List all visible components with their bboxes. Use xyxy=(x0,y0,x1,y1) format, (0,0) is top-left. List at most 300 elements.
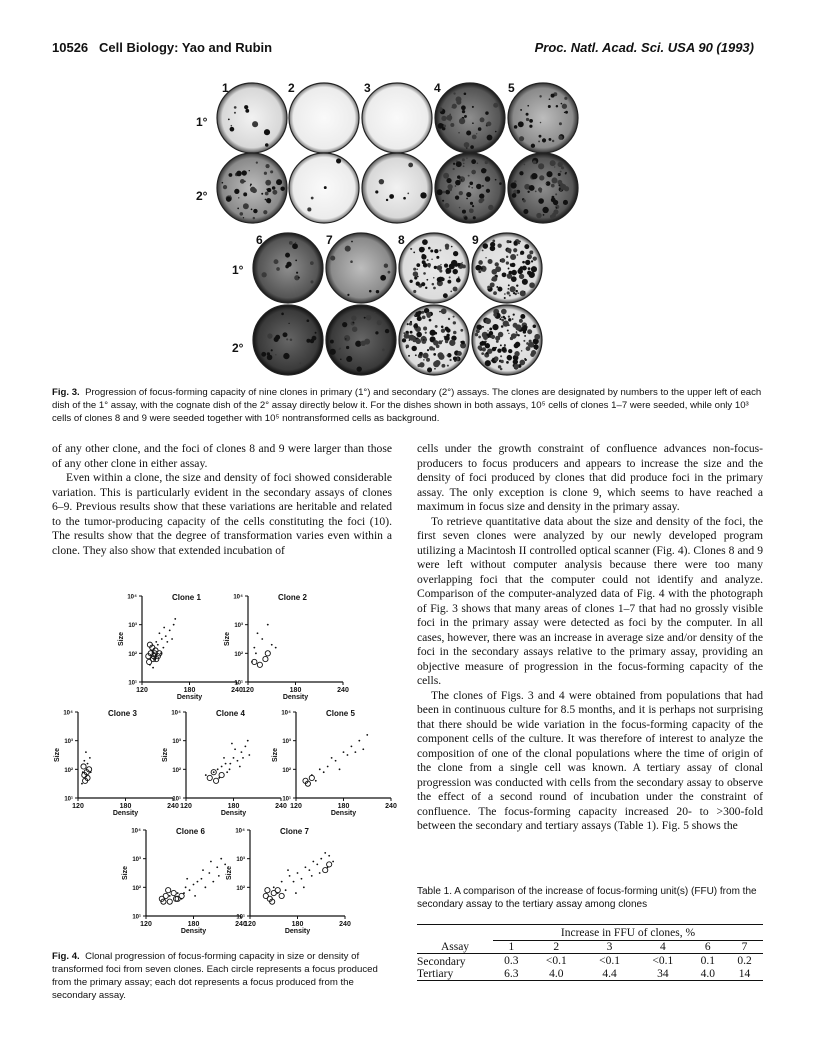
focus-spot xyxy=(471,159,476,164)
focus-spot xyxy=(549,138,552,141)
focus-spot xyxy=(434,332,437,335)
focus-spot xyxy=(508,316,510,318)
focus-spot xyxy=(446,328,450,332)
focus-spot xyxy=(441,116,446,121)
secondary-focus-dot xyxy=(212,881,214,883)
focus-spot xyxy=(562,104,567,109)
secondary-focus-dot xyxy=(205,774,207,776)
focus-spot xyxy=(477,162,479,164)
scatter-panel xyxy=(224,593,349,701)
y-tick-label: 10³ xyxy=(172,739,181,746)
clone-label: 7 xyxy=(326,233,333,247)
focus-spot xyxy=(486,122,490,126)
focus-spot xyxy=(442,200,444,202)
panel-title: Clone 5 xyxy=(326,709,355,718)
secondary-focus-dot xyxy=(204,886,206,888)
secondary-focus-dot xyxy=(237,760,239,762)
paragraph: of any other clone, and the foci of clones 8 and 9 were larger than those of any other clone in either assay. xyxy=(52,442,392,470)
y-tick-label: 10² xyxy=(128,651,137,658)
focus-spot xyxy=(513,313,515,315)
secondary-focus-dot xyxy=(275,647,277,649)
secondary-focus-dot xyxy=(217,768,219,770)
secondary-focus-dot xyxy=(295,892,297,894)
y-tick-label: 10² xyxy=(64,767,73,774)
secondary-focus-dot xyxy=(241,751,243,753)
focus-spot xyxy=(485,360,491,366)
focus-spot xyxy=(455,185,457,187)
y-tick-label: 10⁴ xyxy=(281,710,291,717)
focus-spot xyxy=(551,94,555,98)
secondary-focus-dot xyxy=(220,858,222,860)
focus-spot xyxy=(466,192,471,197)
x-tick-label: 120 xyxy=(242,687,254,694)
focus-spot xyxy=(443,173,449,179)
secondary-focus-dot xyxy=(287,869,289,871)
table1-col-header: 4 xyxy=(659,941,666,953)
section-authors: Cell Biology: Yao and Rubin xyxy=(99,40,273,55)
focus-spot xyxy=(531,144,535,148)
focus-spot xyxy=(439,249,441,251)
focus-spot xyxy=(519,319,523,323)
focus-spot xyxy=(451,246,453,248)
focus-spot xyxy=(423,339,425,341)
focus-spot xyxy=(502,272,507,277)
secondary-focus-dot xyxy=(305,866,307,868)
secondary-focus-dot xyxy=(234,748,236,750)
paragraph: To retrieve quantitative data about the size and density of the foci, the first seven clones were analyzed by our newly developed program utilizing a Macintosh II controlled optical scanner (Fig. 4). Clones 8 and 9 were left without computer analysis because there were too many overlapping foci that the computer could not identify and analyze. Comparison of the computer-analyzed data of Fig. 4 with the photograph of Fig. 3 shows that many areas of clones 1–7 that had no grossly visible foci in the primary assay were detected as foci by the computer. In all cases, however, there was an increase in average size and/or density of the foci in the secondary assays relative to the primary assay, providing an objective measure of progression in the focus-forming capacity of the cells. xyxy=(417,514,763,687)
focus-spot xyxy=(451,107,453,109)
focus-spot xyxy=(472,122,474,124)
focus-spot xyxy=(487,286,490,289)
focus-spot xyxy=(425,287,427,289)
secondary-focus-dot xyxy=(151,650,153,652)
focus-spot xyxy=(441,277,445,281)
primary-focus-circle xyxy=(309,775,314,780)
focus-spot xyxy=(508,349,512,353)
focus-spot xyxy=(529,272,535,278)
x-tick-label: 120 xyxy=(290,803,302,810)
focus-spot xyxy=(423,272,426,275)
focus-spot xyxy=(563,200,568,205)
secondary-focus-dot xyxy=(169,630,171,632)
focus-spot xyxy=(519,171,523,175)
focus-spot xyxy=(506,261,509,264)
primary-focus-circle xyxy=(167,899,172,904)
focus-spot xyxy=(558,173,561,176)
assay-row-label: 2° xyxy=(196,189,208,203)
focus-spot xyxy=(433,353,436,356)
y-tick-label: 10¹ xyxy=(282,796,291,803)
focus-spot xyxy=(533,256,537,260)
focus-spot xyxy=(444,203,449,208)
focus-spot xyxy=(478,336,481,339)
focus-spot xyxy=(444,264,448,268)
focus-spot xyxy=(527,254,532,259)
primary-focus-circle xyxy=(263,656,268,661)
focus-spot xyxy=(428,247,431,250)
y-tick-label: 10³ xyxy=(234,623,243,630)
focus-spot xyxy=(507,329,509,331)
y-tick-label: 10⁴ xyxy=(233,594,243,601)
secondary-focus-dot xyxy=(160,652,162,654)
secondary-focus-dot xyxy=(157,644,159,646)
x-tick-label: 180 xyxy=(291,921,304,928)
focus-spot xyxy=(509,294,511,296)
secondary-focus-dot xyxy=(186,878,188,880)
y-tick-label: 10² xyxy=(172,767,181,774)
table1-cell: <0.1 xyxy=(652,955,674,967)
x-tick-label: 180 xyxy=(183,687,196,694)
secondary-focus-dot xyxy=(253,647,255,649)
secondary-focus-dot xyxy=(221,766,223,768)
y-tick-label: 10¹ xyxy=(172,796,181,803)
focus-spot xyxy=(423,353,429,359)
x-tick-label: 240 xyxy=(339,921,351,928)
focus-spot xyxy=(529,185,535,191)
primary-focus-circle xyxy=(279,893,284,898)
secondary-focus-dot xyxy=(162,647,164,649)
secondary-focus-dot xyxy=(197,881,199,883)
table1-cell: 0.3 xyxy=(504,955,519,967)
focus-spot xyxy=(512,193,517,198)
focus-spot xyxy=(524,164,526,166)
y-axis-label: Size xyxy=(162,747,169,763)
focus-spot xyxy=(501,325,504,328)
focus-spot xyxy=(479,193,484,198)
focus-spot xyxy=(482,249,484,251)
focus-spot xyxy=(443,293,448,298)
focus-spot xyxy=(552,196,555,199)
secondary-focus-dot xyxy=(261,638,263,640)
focus-spot xyxy=(539,95,541,97)
focus-spot xyxy=(515,342,521,348)
focus-spot xyxy=(434,266,437,269)
secondary-focus-dot xyxy=(303,886,305,888)
focus-spot xyxy=(539,187,541,189)
focus-spot xyxy=(462,265,466,269)
focus-spot xyxy=(453,316,455,318)
secondary-focus-dot xyxy=(174,618,176,620)
focus-spot xyxy=(514,125,518,129)
secondary-focus-dot xyxy=(244,746,246,748)
focus-spot xyxy=(472,135,477,140)
focus-spot xyxy=(506,256,508,258)
focus-spot xyxy=(533,160,537,164)
focus-spot xyxy=(451,264,452,265)
table1-cell: 6.3 xyxy=(504,968,519,980)
focus-spot xyxy=(472,205,474,207)
focus-spot xyxy=(453,92,455,94)
secondary-focus-dot xyxy=(324,852,326,854)
focus-spot xyxy=(504,297,506,299)
focus-spot xyxy=(517,292,518,293)
focus-spot xyxy=(524,335,526,337)
focus-spot xyxy=(485,318,491,324)
secondary-focus-dot xyxy=(202,869,204,871)
focus-spot xyxy=(493,103,498,108)
secondary-focus-dot xyxy=(229,763,231,765)
focus-spot xyxy=(501,309,507,315)
focus-spot xyxy=(425,332,427,334)
primary-focus-circle xyxy=(163,893,168,898)
focus-spot xyxy=(522,266,527,271)
primary-focus-circle xyxy=(166,888,171,893)
focus-spot xyxy=(441,308,447,314)
primary-focus-circle xyxy=(179,893,184,898)
focus-spot xyxy=(450,290,452,292)
focus-spot xyxy=(552,140,554,142)
focus-spot xyxy=(422,239,428,245)
focus-spot xyxy=(495,262,499,266)
secondary-focus-dot xyxy=(218,875,220,877)
focus-spot xyxy=(463,165,465,167)
focus-spot xyxy=(439,311,441,313)
focus-spot xyxy=(481,352,484,355)
secondary-focus-dot xyxy=(242,757,244,759)
secondary-focus-dot xyxy=(239,766,241,768)
secondary-focus-dot xyxy=(257,632,259,634)
focus-spot xyxy=(529,250,533,254)
primary-focus-circle xyxy=(275,888,280,893)
table1-row-label: Secondary xyxy=(417,956,466,968)
focus-spot xyxy=(551,177,557,183)
focus-spot xyxy=(437,265,442,270)
focus-spot xyxy=(526,118,529,121)
focus-spot xyxy=(482,341,487,346)
table1-col-header: 1 xyxy=(508,941,515,953)
focus-spot xyxy=(504,317,506,319)
focus-spot xyxy=(518,268,522,272)
secondary-focus-dot xyxy=(316,864,318,866)
secondary-focus-dot xyxy=(90,771,92,773)
focus-spot xyxy=(516,331,518,333)
secondary-focus-dot xyxy=(171,638,173,640)
secondary-focus-dot xyxy=(312,861,314,863)
focus-spot xyxy=(553,200,558,205)
focus-spot xyxy=(507,248,512,253)
y-axis-label: Size xyxy=(122,865,129,881)
page-number: 10526 xyxy=(52,40,89,55)
focus-spot xyxy=(426,279,428,281)
focus-spot xyxy=(436,256,439,259)
focus-spot xyxy=(458,132,460,134)
focus-spot xyxy=(496,340,499,343)
focus-spot xyxy=(507,355,512,360)
focus-spot xyxy=(441,364,445,368)
focus-spot xyxy=(514,180,517,183)
focus-spot xyxy=(542,138,546,142)
table1-assay-header: Assay xyxy=(440,940,470,953)
focus-spot xyxy=(488,205,493,210)
primary-focus-circle xyxy=(213,778,218,783)
focus-spot xyxy=(536,213,541,218)
secondary-focus-dot xyxy=(255,652,257,654)
focus-spot xyxy=(565,173,567,175)
secondary-focus-dot xyxy=(251,661,253,663)
x-axis-label: Density xyxy=(284,928,311,935)
secondary-focus-dot xyxy=(229,768,231,770)
focus-spot xyxy=(445,246,449,250)
focus-spot xyxy=(510,337,513,340)
x-axis-label: Density xyxy=(220,810,247,817)
focus-spot xyxy=(427,367,432,372)
focus-spot xyxy=(511,182,517,188)
x-axis-label: Density xyxy=(176,694,203,701)
figure4-caption-text: Clonal progression of focus-forming capacity in size or density of transformed foci from seven clones. Each circle represents a focus produced from the primary assay; each dot represents a focus produced from the secondary assay. xyxy=(52,951,378,1001)
focus-spot xyxy=(421,311,424,314)
focus-spot xyxy=(508,318,511,321)
focus-spot xyxy=(491,269,497,275)
focus-spot xyxy=(437,189,443,195)
focus-spot xyxy=(520,314,525,319)
focus-spot xyxy=(434,249,438,253)
y-axis-label: Size xyxy=(226,865,233,881)
focus-spot xyxy=(523,199,526,202)
focus-spot xyxy=(501,347,506,352)
focus-spot xyxy=(449,359,451,361)
focus-spot xyxy=(510,254,516,260)
secondary-focus-dot xyxy=(327,766,329,768)
focus-spot xyxy=(421,336,427,342)
focus-spot xyxy=(421,254,426,259)
focus-spot xyxy=(452,269,457,274)
secondary-focus-dot xyxy=(233,757,235,759)
focus-spot xyxy=(423,359,425,361)
focus-spot xyxy=(464,216,468,220)
secondary-focus-dot xyxy=(362,748,364,750)
secondary-focus-dot xyxy=(173,624,175,626)
focus-spot xyxy=(542,207,548,213)
secondary-focus-dot xyxy=(267,624,269,626)
x-tick-label: 120 xyxy=(140,921,152,928)
x-tick-label: 240 xyxy=(235,921,247,928)
focus-spot xyxy=(473,216,476,219)
panel-title: Clone 6 xyxy=(176,827,205,836)
secondary-focus-dot xyxy=(247,740,249,742)
focus-spot xyxy=(427,263,431,267)
focus-spot xyxy=(508,284,510,286)
secondary-focus-dot xyxy=(193,884,195,886)
focus-spot xyxy=(531,350,536,355)
focus-spot xyxy=(513,292,515,294)
focus-spot xyxy=(458,351,460,353)
secondary-focus-dot xyxy=(210,861,212,863)
focus-spot xyxy=(511,270,517,276)
focus-spot xyxy=(453,331,457,335)
focus-spot xyxy=(520,109,522,111)
focus-spot xyxy=(420,247,424,251)
focus-spot xyxy=(564,97,567,100)
table1-cell: 0.2 xyxy=(737,955,752,967)
y-axis-label: Size xyxy=(272,747,279,763)
focus-spot xyxy=(531,173,537,179)
assay-row-label: 1° xyxy=(232,263,244,277)
secondary-focus-dot xyxy=(152,667,154,669)
figure3-caption-text: Progression of focus-forming capacity of nine clones in primary (1°) and secondary (2°) assays. The clones are designated by numbers to the upper left of each dish of the 1° assay, with the cognate dish of the 2° assay directly below it. For the dishes shown in both assays, 10⁵ cells of clones 1–7 were seeded, while only 10³ cells of clones 8 and 9 were seeded together with 10⁵ nontransformed cells as background. xyxy=(52,387,762,424)
focus-spot xyxy=(449,340,455,346)
focus-spot xyxy=(550,214,554,218)
secondary-focus-dot xyxy=(169,895,171,897)
focus-spot xyxy=(538,198,544,204)
table1-grid xyxy=(417,927,763,981)
y-tick-label: 10³ xyxy=(132,857,141,864)
focus-spot xyxy=(485,176,490,181)
focus-spot xyxy=(457,263,461,267)
y-tick-label: 10⁴ xyxy=(63,710,73,717)
focus-spot xyxy=(560,171,562,173)
focus-spot xyxy=(538,140,540,142)
focus-spot xyxy=(497,287,502,292)
petri-dish xyxy=(472,305,542,375)
secondary-focus-dot xyxy=(311,875,313,877)
focus-spot xyxy=(469,208,474,213)
focus-spot xyxy=(478,260,483,265)
secondary-focus-dot xyxy=(82,771,84,773)
focus-spot xyxy=(433,340,438,345)
clone-label: 3 xyxy=(364,81,371,95)
focus-spot xyxy=(501,258,506,263)
focus-spot xyxy=(453,287,458,292)
focus-spot xyxy=(435,360,441,366)
focus-spot xyxy=(435,325,438,328)
focus-spot xyxy=(491,335,495,339)
focus-spot xyxy=(556,105,558,107)
table1-cell: <0.1 xyxy=(599,955,620,967)
focus-spot xyxy=(421,282,425,286)
journal-citation: Proc. Natl. Acad. Sci. USA 90 (1993) xyxy=(534,40,754,55)
focus-spot xyxy=(515,290,517,292)
focus-spot xyxy=(457,175,461,179)
focus-spot xyxy=(461,105,466,110)
secondary-focus-dot xyxy=(281,881,283,883)
secondary-focus-dot xyxy=(87,763,89,765)
focus-spot xyxy=(476,329,480,333)
focus-spot xyxy=(434,368,436,370)
table1-cell: 14 xyxy=(738,968,751,980)
focus-spot xyxy=(504,345,506,347)
focus-spot xyxy=(461,341,465,345)
secondary-focus-dot xyxy=(358,740,360,742)
focus-spot xyxy=(446,334,449,337)
focus-spot xyxy=(427,259,429,261)
focus-spot xyxy=(456,278,461,283)
focus-spot xyxy=(526,326,528,328)
panel-title: Clone 2 xyxy=(278,593,307,602)
focus-spot xyxy=(478,270,481,273)
y-tick-label: 10³ xyxy=(282,739,291,746)
x-tick-label: 180 xyxy=(119,803,132,810)
secondary-focus-dot xyxy=(273,886,275,888)
secondary-focus-dot xyxy=(319,872,321,874)
focus-spot xyxy=(472,106,474,108)
focus-spot xyxy=(533,344,538,349)
focus-spot xyxy=(476,266,478,268)
focus-spot xyxy=(492,347,496,351)
y-tick-label: 10¹ xyxy=(64,796,73,803)
primary-focus-circle xyxy=(207,775,212,780)
paragraph: The clones of Figs. 3 and 4 were obtained from populations that had been in continuous culture for 8.5 months, and it is perhaps not surprising that there should be wide variation in the focus-forming capacity of the component cells of the culture. It was therefore of interest to analyze the composition of one of the clonal populations where the time of origin of the clone from a single cell was known. A tertiary assay of clonal progression was conducted with cells from the secondary assay to observe the effect of a second round of incubation under the constraint of confluence. The focus-forming capacity increased 20- to >300-fold between the secondary and tertiary assays (Table 1). Fig. 5 shows the xyxy=(417,688,763,832)
secondary-focus-dot xyxy=(83,760,85,762)
focus-spot xyxy=(557,180,562,185)
y-axis-label: Size xyxy=(118,631,125,647)
focus-spot xyxy=(524,244,529,249)
focus-spot xyxy=(513,248,517,252)
focus-spot xyxy=(481,168,486,173)
focus-spot xyxy=(487,135,493,141)
secondary-focus-dot xyxy=(354,751,356,753)
secondary-focus-dot xyxy=(311,774,313,776)
focus-spot xyxy=(471,170,476,175)
